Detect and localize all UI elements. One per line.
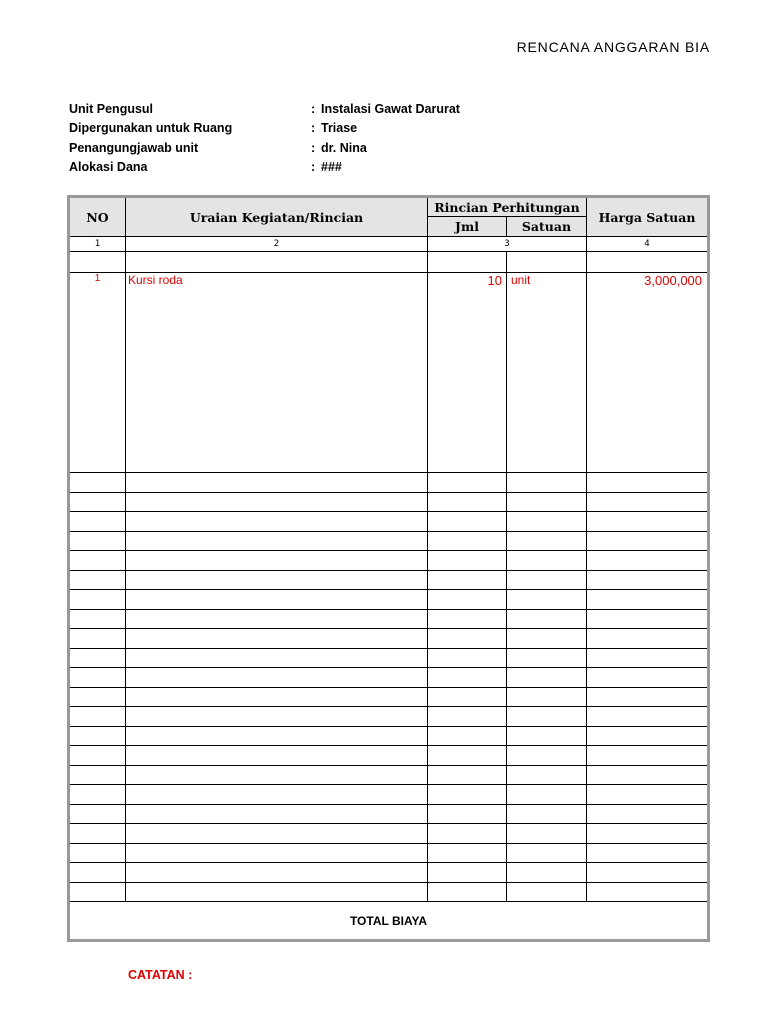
empty-row — [69, 570, 709, 590]
budget-table — [67, 195, 710, 942]
empty-cell — [126, 687, 428, 707]
empty-cell — [126, 492, 428, 512]
empty-cell — [126, 707, 428, 727]
empty-cell — [126, 824, 428, 844]
empty-cell — [507, 512, 587, 532]
empty-cell — [126, 785, 428, 805]
empty-cell — [428, 570, 507, 590]
empty-cell — [587, 843, 709, 863]
empty-cell — [587, 570, 709, 590]
empty-cell — [126, 512, 428, 532]
meta-value: ### — [321, 160, 342, 175]
empty-cell — [587, 668, 709, 688]
meta-label: Penangungjawab unit — [69, 140, 199, 155]
empty-cell — [69, 687, 126, 707]
table-row — [69, 273, 709, 473]
empty-cell — [428, 609, 507, 629]
empty-cell — [428, 707, 507, 727]
empty-cell — [507, 707, 587, 727]
empty-row — [69, 668, 709, 688]
empty-cell — [69, 882, 126, 902]
empty-cell — [69, 843, 126, 863]
empty-cell — [587, 648, 709, 668]
meta-colon: : — [311, 101, 316, 116]
empty-cell — [587, 824, 709, 844]
column-number: 1 — [69, 237, 126, 252]
empty-cell — [507, 746, 587, 766]
empty-cell — [69, 590, 126, 610]
empty-row — [69, 473, 709, 493]
meta-value: Triase — [321, 121, 358, 136]
empty-cell — [126, 726, 428, 746]
empty-row — [69, 531, 709, 551]
empty-row — [69, 609, 709, 629]
empty-cell — [507, 668, 587, 688]
empty-cell — [69, 648, 126, 668]
column-number: 3 — [428, 237, 587, 252]
empty-cell — [507, 648, 587, 668]
empty-cell — [126, 746, 428, 766]
empty-cell — [69, 863, 126, 883]
empty-row — [69, 590, 709, 610]
item-jml: 10 — [428, 273, 507, 473]
column-number: 4 — [587, 237, 709, 252]
empty-cell — [428, 746, 507, 766]
empty-cell — [69, 726, 126, 746]
header-harga-satuan: Harga Satuan — [587, 197, 709, 237]
empty-cell — [69, 531, 126, 551]
empty-cell — [507, 551, 587, 571]
empty-row — [69, 726, 709, 746]
empty-cell — [507, 492, 587, 512]
empty-cell — [587, 863, 709, 883]
empty-row — [69, 492, 709, 512]
empty-cell — [587, 551, 709, 571]
meta-row-ruang — [69, 119, 460, 139]
meta-row-penanggungjawab — [69, 138, 460, 158]
empty-cell — [507, 629, 587, 649]
column-number: 2 — [126, 237, 428, 252]
empty-cell — [428, 824, 507, 844]
header-rincian-perhitungan: Rincian Perhitungan — [428, 197, 587, 217]
total-row — [69, 902, 709, 941]
empty-cell — [428, 629, 507, 649]
meta-row-unit-pengusul — [69, 99, 460, 119]
item-satuan: unit — [507, 273, 587, 473]
empty-cell — [126, 765, 428, 785]
empty-cell — [126, 804, 428, 824]
catatan-label: CATATAN : — [128, 968, 193, 982]
meta-value: Instalasi Gawat Darurat — [321, 101, 460, 116]
empty-cell — [126, 843, 428, 863]
empty-row — [69, 882, 709, 902]
empty-cell — [69, 668, 126, 688]
header-uraian: Uraian Kegiatan/Rincian — [126, 197, 428, 237]
empty-cell — [507, 765, 587, 785]
empty-cell — [428, 512, 507, 532]
empty-cell — [69, 746, 126, 766]
empty-cell — [507, 531, 587, 551]
empty-row — [69, 707, 709, 727]
empty-cell — [69, 629, 126, 649]
empty-cell — [587, 492, 709, 512]
empty-cell — [126, 531, 428, 551]
empty-cell — [428, 726, 507, 746]
empty-cell — [587, 726, 709, 746]
spacer-row — [69, 252, 709, 273]
empty-cell — [69, 492, 126, 512]
empty-cell — [126, 863, 428, 883]
empty-cell — [507, 473, 587, 493]
empty-cell — [69, 551, 126, 571]
empty-cell — [126, 668, 428, 688]
empty-cell — [507, 590, 587, 610]
empty-row — [69, 785, 709, 805]
empty-cell — [428, 843, 507, 863]
meta-label: Unit Pengusul — [69, 101, 154, 116]
meta-colon: : — [311, 140, 316, 155]
empty-cell — [587, 609, 709, 629]
empty-cell — [69, 707, 126, 727]
empty-row — [69, 629, 709, 649]
item-harga-satuan: 3,000,000 — [587, 273, 709, 473]
meta-label: Dipergunakan untuk Ruang — [69, 121, 233, 136]
empty-cell — [126, 882, 428, 902]
empty-cell — [507, 785, 587, 805]
meta-label: Alokasi Dana — [69, 160, 148, 175]
empty-cell — [126, 609, 428, 629]
empty-cell — [507, 687, 587, 707]
empty-cell — [507, 843, 587, 863]
meta-info — [69, 99, 460, 177]
empty-cell — [428, 492, 507, 512]
empty-cell — [69, 609, 126, 629]
empty-cell — [428, 765, 507, 785]
empty-cell — [507, 609, 587, 629]
empty-row — [69, 824, 709, 844]
empty-cell — [507, 804, 587, 824]
empty-cell — [428, 785, 507, 805]
empty-cell — [587, 512, 709, 532]
empty-row — [69, 863, 709, 883]
empty-cell — [428, 590, 507, 610]
empty-cell — [126, 473, 428, 493]
empty-row — [69, 804, 709, 824]
empty-cell — [587, 746, 709, 766]
header-satuan: Satuan — [507, 217, 587, 237]
item-no: 1 — [69, 273, 126, 473]
empty-cell — [69, 785, 126, 805]
empty-row — [69, 648, 709, 668]
empty-cell — [428, 804, 507, 824]
empty-cell — [587, 707, 709, 727]
item-uraian: Kursi roda — [126, 273, 428, 473]
meta-row-alokasi-dana — [69, 158, 460, 178]
empty-cell — [69, 765, 126, 785]
empty-cell — [587, 531, 709, 551]
empty-cell — [587, 804, 709, 824]
empty-cell — [587, 629, 709, 649]
empty-row — [69, 843, 709, 863]
empty-cell — [428, 687, 507, 707]
empty-cell — [587, 687, 709, 707]
meta-colon: : — [311, 160, 316, 175]
empty-cell — [428, 473, 507, 493]
empty-cell — [126, 551, 428, 571]
empty-cell — [428, 551, 507, 571]
empty-cell — [587, 882, 709, 902]
empty-cell — [507, 570, 587, 590]
document-title: RENCANA ANGGARAN BIA — [516, 39, 710, 55]
empty-row — [69, 551, 709, 571]
empty-cell — [587, 765, 709, 785]
empty-cell — [428, 648, 507, 668]
empty-cell — [126, 570, 428, 590]
empty-row — [69, 765, 709, 785]
column-number-row — [69, 237, 709, 252]
empty-row — [69, 512, 709, 532]
total-biaya-label: TOTAL BIAYA — [69, 902, 709, 941]
empty-cell — [69, 570, 126, 590]
empty-row — [69, 746, 709, 766]
meta-value: dr. Nina — [321, 140, 367, 155]
empty-cell — [507, 882, 587, 902]
empty-cell — [69, 804, 126, 824]
empty-cell — [428, 668, 507, 688]
table-header-row — [69, 197, 709, 217]
empty-cell — [126, 629, 428, 649]
header-no: NO — [69, 197, 126, 237]
empty-cell — [428, 882, 507, 902]
header-jml: Jml — [428, 217, 507, 237]
empty-cell — [507, 863, 587, 883]
empty-cell — [69, 824, 126, 844]
empty-cell — [126, 648, 428, 668]
empty-row — [69, 687, 709, 707]
empty-cell — [507, 824, 587, 844]
empty-cell — [69, 473, 126, 493]
empty-cell — [428, 531, 507, 551]
empty-cell — [126, 590, 428, 610]
empty-cell — [587, 785, 709, 805]
empty-cell — [507, 726, 587, 746]
empty-cell — [587, 590, 709, 610]
empty-cell — [69, 512, 126, 532]
empty-cell — [428, 863, 507, 883]
empty-cell — [587, 473, 709, 493]
meta-colon: : — [311, 121, 316, 136]
